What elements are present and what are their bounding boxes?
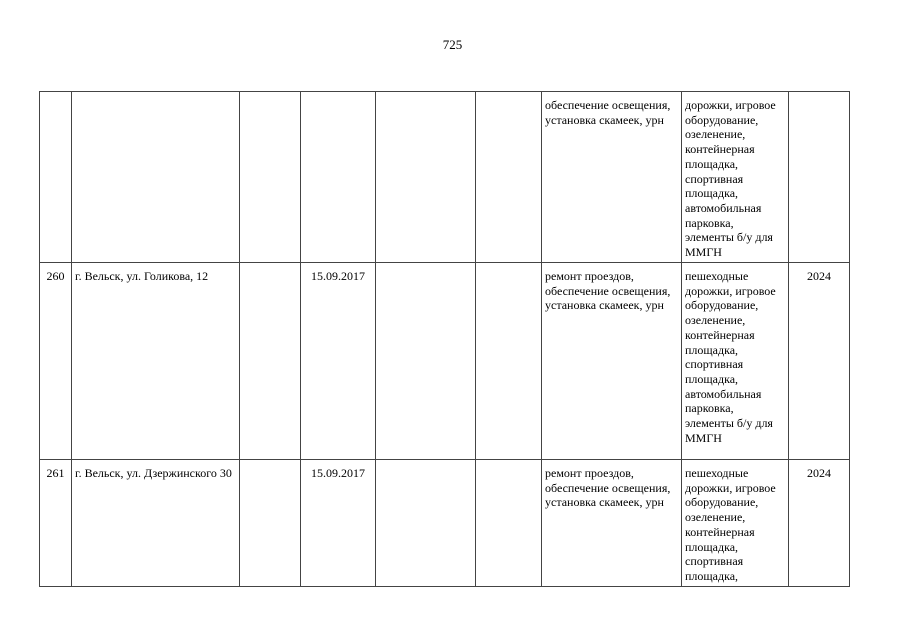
address-cell: г. Вельск, ул. Дзержинского 30 bbox=[72, 460, 240, 587]
table-row bbox=[40, 460, 850, 587]
year-cell: 2024 bbox=[789, 263, 850, 460]
empty-cell bbox=[376, 460, 476, 587]
year-cell: 2024 bbox=[789, 460, 850, 587]
empty-cell bbox=[240, 460, 301, 587]
empty-cell bbox=[376, 263, 476, 460]
elements-cell: пешеходные дорожки, игровое оборудование, озеленение, контейнерная площадка, спортивная площадка, bbox=[682, 460, 789, 587]
address-cell bbox=[72, 92, 240, 263]
table-row bbox=[40, 263, 850, 460]
elements-cell: пешеходные дорожки, игровое оборудование, озеленение, контейнерная площадка, спортивная площадка, автомобильная парковка, элементы б/у для ММГН bbox=[682, 263, 789, 460]
row-number-cell bbox=[40, 92, 72, 263]
year-cell bbox=[789, 92, 850, 263]
empty-cell bbox=[240, 92, 301, 263]
empty-cell bbox=[476, 460, 542, 587]
date-cell bbox=[301, 92, 376, 263]
address-cell: г. Вельск, ул. Голикова, 12 bbox=[72, 263, 240, 460]
page-number: 725 bbox=[442, 37, 463, 52]
date-cell: 15.09.2017 bbox=[301, 460, 376, 587]
elements-cell: дорожки, игровое оборудование, озеленение, контейнерная площадка, спортивная площадка, автомобильная парковка, элементы б/у для ММГН bbox=[682, 92, 789, 263]
empty-cell bbox=[476, 92, 542, 263]
works-cell: обеспечение освещения, установка скамеек, урн bbox=[542, 92, 682, 263]
row-number-cell: 261 bbox=[40, 460, 72, 587]
works-cell: ремонт проездов, обеспечение освещения, установка скамеек, урн bbox=[542, 460, 682, 587]
table-row bbox=[40, 92, 850, 263]
row-number-cell: 260 bbox=[40, 263, 72, 460]
registry-table bbox=[39, 91, 850, 587]
empty-cell bbox=[376, 92, 476, 263]
date-cell: 15.09.2017 bbox=[301, 263, 376, 460]
empty-cell bbox=[240, 263, 301, 460]
empty-cell bbox=[476, 263, 542, 460]
works-cell: ремонт проездов, обеспечение освещения, установка скамеек, урн bbox=[542, 263, 682, 460]
